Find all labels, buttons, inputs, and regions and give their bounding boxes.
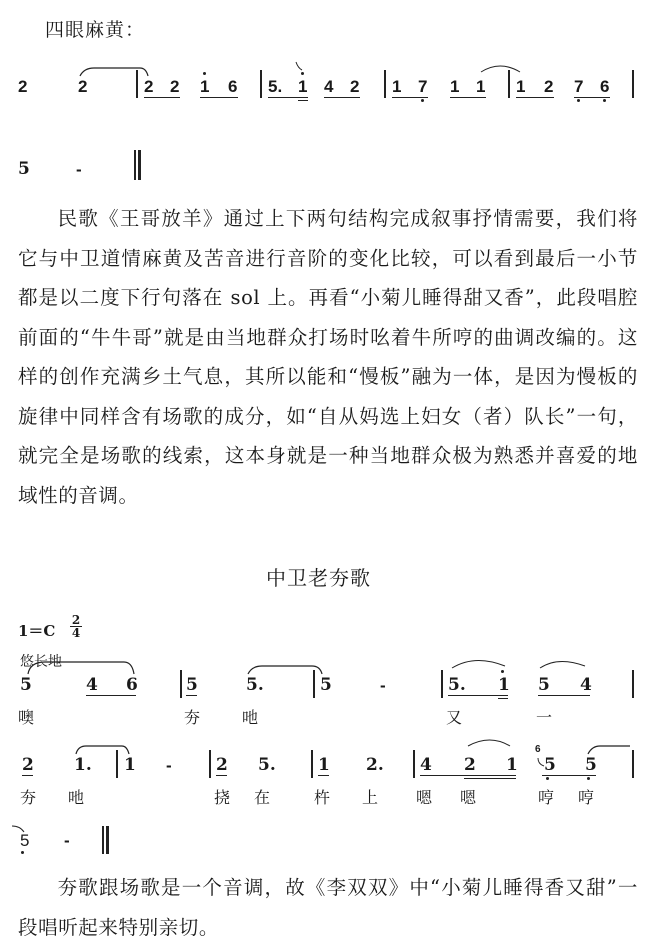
barline — [441, 670, 443, 698]
tie — [588, 746, 630, 754]
final-barline-thick — [106, 826, 109, 854]
lyric: 上 — [362, 788, 379, 807]
underline — [144, 97, 180, 98]
note: 7 — [418, 77, 428, 96]
note: 1 — [124, 755, 136, 775]
note: 2 — [216, 755, 228, 775]
note: 1 — [200, 77, 210, 96]
note: 5. — [268, 77, 283, 96]
note: 4 — [324, 77, 334, 96]
barline — [632, 750, 634, 778]
note: 5. — [448, 675, 466, 695]
note: 5 — [20, 831, 30, 850]
key-text: 1＝C — [18, 622, 56, 640]
note: 5 — [18, 159, 30, 179]
lyric: 挠 — [214, 788, 231, 807]
final-barline-thick — [138, 150, 141, 180]
key-signature — [18, 620, 55, 641]
note: 2 — [464, 755, 476, 775]
low-dot — [21, 851, 24, 854]
note: 2 — [350, 77, 360, 96]
underline — [86, 695, 136, 696]
underline — [450, 97, 486, 98]
note: 6 — [228, 77, 238, 96]
note: 2 — [78, 77, 88, 96]
note: 5. — [258, 755, 276, 775]
note: 1 — [476, 77, 486, 96]
section-label: 四眼麻黄： — [45, 19, 146, 41]
lyric: 在 — [254, 788, 271, 807]
underline — [498, 698, 508, 699]
lyric: 夯 — [184, 708, 201, 727]
underline — [392, 97, 428, 98]
note: 2 — [18, 77, 28, 96]
underline — [538, 695, 590, 696]
high-dot — [301, 72, 304, 75]
time-signature — [70, 614, 82, 639]
tie — [248, 666, 322, 674]
underline — [200, 97, 238, 98]
tie — [80, 68, 148, 76]
low-dot — [546, 777, 549, 780]
barline — [180, 670, 182, 698]
tie — [481, 66, 520, 72]
low-dot — [587, 777, 590, 780]
note: 2. — [366, 755, 384, 775]
barline — [313, 670, 315, 698]
body-paragraph-2 — [18, 868, 638, 947]
note: 2 — [22, 755, 34, 775]
note: 5. — [246, 675, 264, 695]
note: 2 — [170, 77, 180, 96]
high-dot — [203, 72, 206, 75]
underline — [216, 775, 227, 776]
lyric: 夯 — [20, 788, 37, 807]
dash: - — [166, 756, 172, 775]
note: 1 — [498, 675, 510, 695]
underline — [574, 97, 610, 98]
note: 1 — [506, 755, 518, 775]
note: 1 — [298, 77, 308, 96]
note: 1. — [74, 755, 92, 775]
note: 1 — [318, 755, 330, 775]
note: 6 — [126, 675, 138, 695]
note: 5 — [186, 675, 198, 695]
note: 1 — [450, 77, 460, 96]
lyric: 吔 — [242, 708, 259, 727]
dash: - — [380, 676, 386, 695]
barline — [311, 750, 313, 778]
underline — [324, 97, 360, 98]
final-barline-thin — [102, 826, 104, 854]
note: 1 — [516, 77, 526, 96]
low-dot — [577, 99, 580, 102]
barline — [384, 70, 386, 98]
time-top: 2 — [71, 613, 81, 627]
lyric: 杵 — [314, 788, 331, 807]
underline — [268, 97, 308, 98]
low-dot — [603, 99, 606, 102]
note: 2 — [144, 77, 154, 96]
note: 4 — [86, 675, 98, 695]
slur — [452, 660, 505, 668]
note: 5 — [320, 675, 332, 695]
low-dot — [421, 99, 424, 102]
lyric: 吔 — [68, 788, 85, 807]
final-barline-thin — [134, 150, 136, 180]
note: 5 — [585, 755, 597, 775]
underline — [186, 695, 197, 696]
barline — [413, 750, 415, 778]
lyric: 一 — [536, 708, 553, 727]
barline — [260, 70, 262, 98]
note: 1 — [392, 77, 402, 96]
underline — [298, 100, 308, 101]
note: 6 — [600, 77, 610, 96]
note: 4 — [420, 755, 432, 775]
slur — [540, 661, 585, 668]
note: 5 — [544, 755, 556, 775]
note: 2 — [544, 77, 554, 96]
underline — [448, 695, 508, 696]
barline — [116, 750, 118, 778]
underline — [22, 775, 33, 776]
dash: - — [64, 831, 70, 850]
tie — [76, 746, 129, 754]
barline — [508, 70, 510, 98]
note: 5 — [20, 675, 32, 695]
lyric: 哼 — [578, 788, 595, 807]
note: 7 — [574, 77, 584, 96]
note: 4 — [580, 675, 592, 695]
lyric: 嗯 — [460, 788, 477, 807]
high-dot — [501, 670, 504, 673]
time-bottom: 4 — [71, 626, 81, 640]
underline — [542, 775, 596, 776]
barline — [632, 670, 634, 698]
underline — [318, 775, 329, 776]
paragraph-text: 民歌《王哥放羊》通过上下两句结构完成叙事抒情需要，我们将它与中卫道情麻黄及苦音进行音阶的变化比较，可以看到最后一小节都是以二度下行句落在 sol 上。再看“小菊儿睡得甜又香”，此段唱腔前面的“牛牛哥”就是由当地群众打场时吆着牛所哼的曲调改编的。这样的创作充满乡土气息，其所以能和“慢板”融为一体，是因为慢板的旋律中同样含有场歌的成分，如“自从妈选上妇女（者）队长”一句，就完全是场歌的线索，这本身就是一种当地群众极为熟悉并喜爱的地域性的音调。 — [18, 207, 638, 507]
lyric: 又 — [446, 708, 463, 727]
grace-note: 6 — [535, 744, 541, 755]
underline — [420, 775, 516, 776]
barline — [632, 70, 634, 98]
body-paragraph-1 — [18, 199, 638, 515]
lyric: 嗯 — [416, 788, 433, 807]
note: 5 — [538, 675, 550, 695]
barline — [136, 70, 138, 98]
slur — [296, 62, 302, 70]
barline — [209, 750, 211, 778]
lyric: 噢 — [18, 708, 35, 727]
underline — [464, 778, 516, 779]
underline — [516, 97, 554, 98]
slur — [468, 740, 510, 746]
song-title: 中卫老夯歌 — [266, 566, 371, 590]
dash: - — [76, 160, 82, 179]
paragraph-text: 夯歌跟场歌是一个音调，故《李双双》中“小菊儿睡得香又甜”一段唱听起来特别亲切。 — [18, 876, 638, 939]
tempo-marking: 悠长地 — [20, 654, 62, 670]
lyric: 哼 — [538, 788, 555, 807]
